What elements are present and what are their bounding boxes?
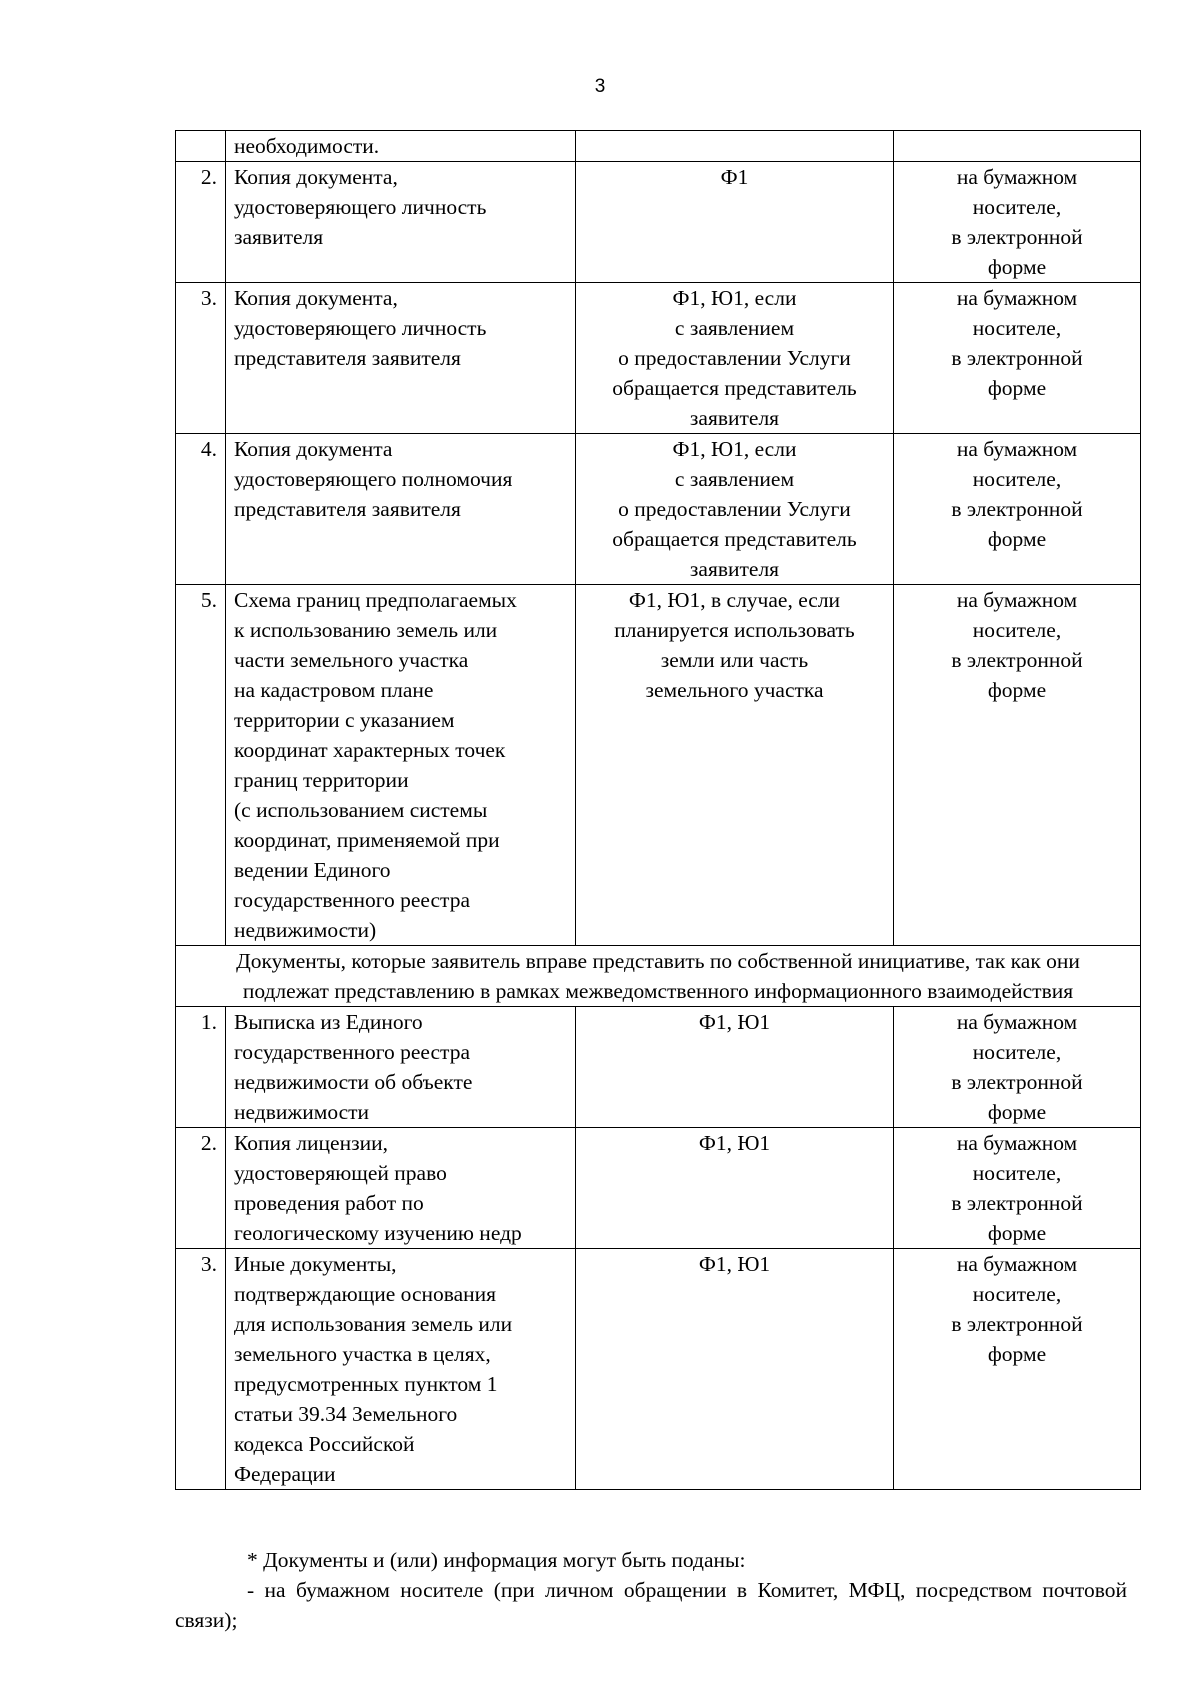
document-name-cell-line: кодекса Российской	[234, 1432, 415, 1456]
submission-form-cell-line: на бумажном	[956, 1131, 1078, 1155]
document-name-cell-line: недвижимости об объекте	[234, 1070, 473, 1094]
section-heading: Документы, которые заявитель вправе представить по собственной инициативе, так как они подлежат представлению в рамках межведомственного информационного взаимодействия	[176, 946, 1141, 1007]
submission-form-cell	[894, 1007, 1141, 1128]
applicant-category-cell-line: земли или часть	[660, 648, 809, 672]
document-name-cell-line: статьи 39.34 Земельного	[234, 1402, 458, 1426]
submission-form-cell-line: носителе,	[972, 467, 1062, 491]
submission-form-cell-line: форме	[987, 1342, 1047, 1366]
applicant-category-cell	[576, 283, 894, 434]
applicant-category-cell	[576, 1249, 894, 1490]
footer-notes	[175, 1545, 1127, 1635]
document-name-cell-line: представителя заявителя	[234, 497, 461, 521]
applicant-category-cell	[576, 1128, 894, 1249]
submission-form-cell-line: в электронной	[951, 1191, 1083, 1215]
applicant-category-cell-line: Ф1	[720, 165, 749, 189]
applicant-category-cell	[576, 1007, 894, 1128]
document-name-cell-line: представителя заявителя	[234, 346, 461, 370]
row-number-cell: 3.	[176, 1249, 226, 1490]
document-name-cell-line: подтверждающие основания	[234, 1282, 497, 1306]
document-name-cell-line: границ территории	[234, 768, 409, 792]
document-name-cell-line: геологическому изучению недр	[234, 1221, 522, 1245]
submission-form-cell-line: носителе,	[972, 1282, 1062, 1306]
applicant-category-cell	[576, 434, 894, 585]
applicant-category-cell-line: Ф1, Ю1	[698, 1131, 771, 1155]
document-name-cell-line: Копия лицензии,	[234, 1131, 388, 1155]
document-name-cell-line: удостоверяющего личность	[234, 195, 487, 219]
document-name-cell	[226, 131, 576, 162]
document-name-cell-line: удостоверяющей право	[234, 1161, 447, 1185]
row-number-cell: 4.	[176, 434, 226, 585]
applicant-category-cell-line: обращается представитель	[612, 376, 857, 400]
submission-form-cell-line: на бумажном	[956, 437, 1078, 461]
document-name-cell-line: государственного реестра	[234, 1040, 470, 1064]
document-name-cell-line: территории с указанием	[234, 708, 455, 732]
submission-form-cell-line: в электронной	[951, 1070, 1083, 1094]
submission-form-cell-line: на бумажном	[956, 286, 1078, 310]
applicant-category-cell-line: с заявлением	[674, 467, 795, 491]
document-name-cell-line: Выписка из Единого	[234, 1010, 423, 1034]
applicant-category-cell-line: Ф1, Ю1, в случае, если	[628, 588, 841, 612]
document-name-cell-line: части земельного участка	[234, 648, 469, 672]
document-name-cell	[226, 585, 576, 946]
submission-form-cell-line: носителе,	[972, 1040, 1062, 1064]
applicant-category-cell-line: о предоставлении Услуги	[618, 497, 851, 521]
submission-form-cell-line: на бумажном	[956, 1252, 1078, 1276]
submission-form-cell	[894, 1128, 1141, 1249]
submission-form-cell-line: в электронной	[951, 225, 1083, 249]
applicant-category-cell-line: Ф1, Ю1	[698, 1252, 771, 1276]
submission-form-cell-line: в электронной	[951, 648, 1083, 672]
submission-form-cell-line: носителе,	[972, 618, 1062, 642]
section-row	[176, 946, 1141, 1007]
applicant-category-cell	[576, 162, 894, 283]
document-name-cell-line: координат характерных точек	[234, 738, 506, 762]
table-row	[176, 283, 1141, 434]
document-name-cell-line: для использования земель или	[234, 1312, 513, 1336]
submission-form-cell-line: на бумажном	[956, 1010, 1078, 1034]
document-name-cell-line: ведении Единого	[234, 858, 391, 882]
document-name-cell-line: удостоверяющего полномочия	[234, 467, 513, 491]
document-name-cell-line: Федерации	[234, 1462, 336, 1486]
document-name-cell-line: недвижимости	[234, 1100, 370, 1124]
document-name-cell-line: удостоверяющего личность	[234, 316, 487, 340]
submission-form-cell	[894, 283, 1141, 434]
applicant-category-cell-line: Ф1, Ю1	[698, 1010, 771, 1034]
document-name-cell-line: Копия документа,	[234, 286, 398, 310]
submission-form-cell-line: форме	[987, 376, 1047, 400]
submission-form-cell-line: в электронной	[951, 1312, 1083, 1336]
row-number-cell: 2.	[176, 162, 226, 283]
submission-form-cell-line: форме	[987, 527, 1047, 551]
document-name-cell-line: Копия документа	[234, 437, 393, 461]
table-row	[176, 1249, 1141, 1490]
submission-form-cell-line: носителе,	[972, 316, 1062, 340]
submission-form-cell-line: форме	[987, 1100, 1047, 1124]
submission-form-cell	[894, 434, 1141, 585]
document-name-cell-line: земельного участка в целях,	[234, 1342, 491, 1366]
table-row	[176, 1128, 1141, 1249]
submission-form-cell-line: форме	[987, 678, 1047, 702]
document-name-cell-line: предусмотренных пунктом 1	[234, 1372, 498, 1396]
submission-form-cell-line: на бумажном	[956, 165, 1078, 189]
applicant-category-cell-line: планируется использовать	[614, 618, 855, 642]
submission-form-cell-line: на бумажном	[956, 588, 1078, 612]
table-row	[176, 585, 1141, 946]
submission-form-cell-line: форме	[987, 1221, 1047, 1245]
submission-form-cell-line: носителе,	[972, 1161, 1062, 1185]
document-name-cell-line: (с использованием системы	[234, 798, 488, 822]
document-name-cell-line: необходимости.	[234, 134, 380, 158]
applicant-category-cell-line: с заявлением	[674, 316, 795, 340]
applicant-category-cell-line: Ф1, Ю1, если	[672, 286, 797, 310]
submission-form-cell	[894, 131, 1141, 162]
row-number-cell: 1.	[176, 1007, 226, 1128]
submission-form-cell	[894, 162, 1141, 283]
applicant-category-cell	[576, 131, 894, 162]
document-name-cell-line: проведения работ по	[234, 1191, 424, 1215]
applicant-category-cell-line: Ф1, Ю1, если	[672, 437, 797, 461]
row-number-cell	[176, 131, 226, 162]
document-name-cell-line: к использованию земель или	[234, 618, 498, 642]
document-name-cell	[226, 1128, 576, 1249]
applicant-category-cell-line: заявителя	[689, 406, 780, 430]
applicant-category-cell-line: заявителя	[689, 557, 780, 581]
table-row	[176, 131, 1141, 162]
document-name-cell-line: государственного реестра	[234, 888, 470, 912]
submission-form-cell-line: в электронной	[951, 497, 1083, 521]
row-number-cell: 2.	[176, 1128, 226, 1249]
applicant-category-cell-line: земельного участка	[645, 678, 824, 702]
document-name-cell-line: недвижимости)	[234, 918, 377, 942]
document-name-cell-line: Копия документа,	[234, 165, 398, 189]
row-number-cell: 5.	[176, 585, 226, 946]
applicant-category-cell-line: обращается представитель	[612, 527, 857, 551]
documents-table	[175, 130, 1141, 1490]
document-name-cell	[226, 1007, 576, 1128]
document-name-cell-line: координат, применяемой при	[234, 828, 500, 852]
document-name-cell	[226, 434, 576, 585]
submission-form-cell-line: носителе,	[972, 195, 1062, 219]
document-name-cell-line: Иные документы,	[234, 1252, 397, 1276]
document-name-cell	[226, 162, 576, 283]
document-name-cell	[226, 283, 576, 434]
document-name-cell-line: заявителя	[234, 225, 324, 249]
document-name-cell-line: на кадастровом плане	[234, 678, 434, 702]
table-row	[176, 1007, 1141, 1128]
applicant-category-cell	[576, 585, 894, 946]
submission-form-cell	[894, 585, 1141, 946]
footer-note-paper: - на бумажном носителе (при личном обращении в Комитет, МФЦ, посредством почтовой связи);	[175, 1578, 1127, 1632]
row-number-cell: 3.	[176, 283, 226, 434]
document-name-cell	[226, 1249, 576, 1490]
document-name-cell-line: Схема границ предполагаемых	[234, 588, 517, 612]
applicant-category-cell-line: о предоставлении Услуги	[618, 346, 851, 370]
footer-note-heading: * Документы и (или) информация могут быть поданы:	[247, 1548, 746, 1572]
table-row	[176, 162, 1141, 283]
submission-form-cell-line: в электронной	[951, 346, 1083, 370]
page-number: 3	[594, 76, 606, 97]
submission-form-cell-line: форме	[987, 255, 1047, 279]
table-row	[176, 434, 1141, 585]
submission-form-cell	[894, 1249, 1141, 1490]
